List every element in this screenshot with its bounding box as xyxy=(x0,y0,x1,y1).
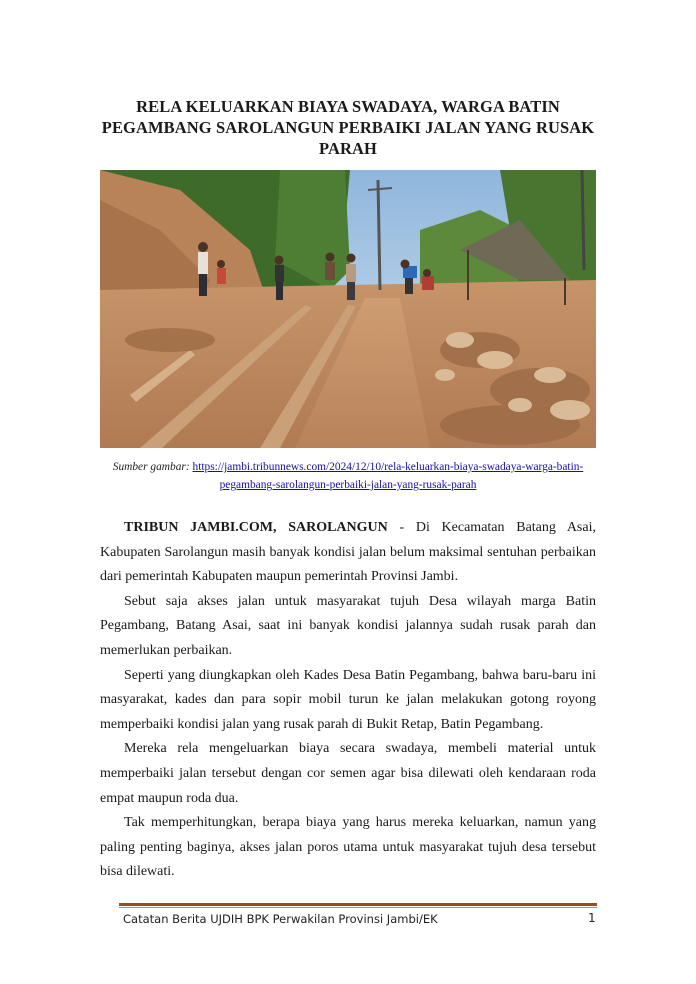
title-line-2: PEGAMBANG SAROLANGUN PERBAIKI JALAN YANG RUSAK xyxy=(101,118,595,137)
source-link[interactable]: https://jambi.tribunnews.com/2024/12/10/rela-keluarkan-biaya-swadaya-warga-batin- xyxy=(192,461,584,473)
image-caption xyxy=(100,458,596,494)
paragraph-1-text: - Di Kecamatan Batang Asai, Kabupaten Sarolangun masih banyak kondisi jalan belum maksimal sentuhan perbaikan dari pemerintah Kabupaten maupun pemerintah Provinsi Jambi. xyxy=(100,520,596,585)
paragraph-5: Tak memperhitungkan, berapa biaya yang harus mereka keluarkan, namun yang paling penting baginya, akses jalan poros utama untuk masyarakat tujuh desa tersebut bisa dilewati. xyxy=(100,815,596,880)
page-title xyxy=(100,96,596,159)
article-body xyxy=(100,516,596,885)
footer-text: Catatan Berita UJDIH BPK Perwakilan Provinsi Jambi/EK xyxy=(123,912,438,926)
caption-label: Sumber gambar: xyxy=(112,461,190,473)
article-photo xyxy=(100,170,596,448)
footer-rule xyxy=(119,903,597,906)
page-number: 1 xyxy=(588,911,596,925)
road-repair-photo xyxy=(100,170,596,448)
paragraph-3: Seperti yang diungkapkan oleh Kades Desa Batin Pegambang, bahwa baru-baru ini masyarakat, kades dan para sopir mobil turun ke jalan melakukan gotong royong memperbaiki kondisi jalan yang rusak parah di Bukit Retap, Batin Pegambang. xyxy=(100,667,596,732)
caption-line-2 xyxy=(100,476,596,494)
paragraph-2: Sebut saja akses jalan untuk masyarakat tujuh Desa wilayah marga Batin Pegambang, Batang Asai, saat ini banyak kondisi jalannya sudah rusak parah dan memerlukan perbaikan. xyxy=(100,593,596,658)
dateline: TRIBUN JAMBI.COM, SAROLANGUN xyxy=(124,520,388,535)
footer-rule-thin xyxy=(119,907,597,908)
paragraph-4: Mereka rela mengeluarkan biaya secara swadaya, membeli material untuk memperbaiki jalan tersebut dengan cor semen agar bisa dilewati oleh kendaraan roda empat maupun roda dua. xyxy=(100,741,596,806)
paragraph-1 xyxy=(100,516,596,590)
title-line-3: PARAH xyxy=(319,139,377,158)
title-line-1: RELA KELUARKAN BIAYA SWADAYA, WARGA BATIN xyxy=(136,97,560,116)
caption-line-1 xyxy=(100,458,596,476)
source-link-continued[interactable]: pegambang-sarolangun-perbaiki-jalan-yang-rusak-parah xyxy=(219,479,477,491)
